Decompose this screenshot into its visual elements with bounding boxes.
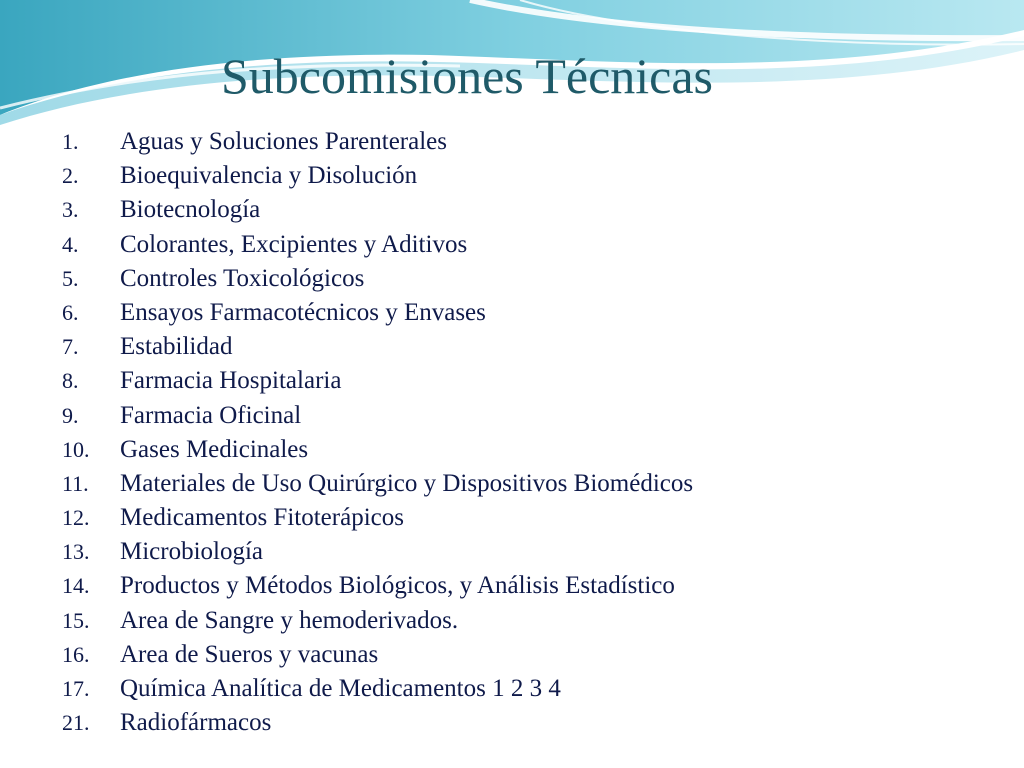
list-item-label: Materiales de Uso Quirúrgico y Dispositivos Biomédicos: [120, 469, 694, 497]
list-item-label: Colorantes, Excipientes y Aditivos: [120, 230, 468, 258]
list-item-label: Medicamentos Fitoterápicos: [120, 504, 404, 532]
list-item: [62, 364, 693, 398]
list-item-number: 10.: [62, 436, 90, 462]
list-item-number: 4.: [62, 231, 79, 257]
list-item-number: 12.: [62, 505, 90, 531]
list-item-number: 6.: [62, 299, 79, 325]
list-item: [62, 501, 693, 535]
list-item: [62, 330, 693, 364]
list-item-label: Aguas y Soluciones Parenterales: [120, 128, 448, 155]
slide-title: Subcomisiones Técnicas: [220, 48, 714, 104]
list-item: [62, 262, 693, 296]
subcommission-list: [62, 125, 693, 740]
list-item-number: 9.: [62, 402, 79, 428]
list-item-number: 13.: [62, 539, 90, 565]
list-item-number: 7.: [62, 334, 79, 360]
list-item: [62, 399, 693, 433]
list-item: [62, 604, 693, 638]
list-item-label: Biotecnología: [120, 196, 261, 224]
list-item: [62, 193, 693, 227]
list-item-number: 14.: [62, 573, 90, 599]
list-item-label: Gases Medicinales: [120, 435, 309, 463]
list-item: [62, 672, 693, 706]
list-item: [62, 296, 693, 330]
list-item-number: 15.: [62, 607, 90, 633]
list-item: [62, 535, 693, 569]
list-item: [62, 159, 693, 193]
list-item: [62, 638, 693, 672]
list-item-number: 11.: [62, 470, 89, 496]
list-item: [62, 125, 693, 159]
list-item: [62, 569, 693, 603]
list-item-label: Productos y Métodos Biológicos, y Análisis Estadístico: [120, 572, 675, 600]
list-item: [62, 467, 693, 501]
list-item-label: Farmacia Hospitalaria: [120, 367, 342, 395]
list-item-number: 2.: [62, 163, 79, 189]
list-item-label: Farmacia Oficinal: [120, 401, 302, 429]
list-item-label: Radiofármacos: [120, 709, 272, 737]
list-item-label: Bioequivalencia y Disolución: [120, 162, 418, 190]
list-item-label: Controles Toxicológicos: [120, 264, 365, 292]
list-item: [62, 228, 693, 262]
list-item-number: 3.: [62, 197, 79, 223]
list-item-number: 8.: [62, 368, 79, 394]
list-item-number: 16.: [62, 641, 90, 667]
list-item-label: Area de Sangre y hemoderivados.: [120, 606, 459, 634]
list-item-label: Microbiología: [120, 538, 264, 566]
list-item-label: Estabilidad: [120, 333, 233, 361]
list-item-number: 1.: [62, 129, 79, 154]
list-item: [62, 433, 693, 467]
list-item: [62, 706, 693, 740]
list-item-label: Química Analítica de Medicamentos 1 2 3 4: [120, 675, 561, 702]
list-item-number: 17.: [62, 676, 90, 701]
list-item-label: Area de Sueros y vacunas: [120, 640, 379, 668]
list-item-label: Ensayos Farmacotécnicos y Envases: [120, 298, 486, 326]
list-item-number: 21.: [62, 710, 90, 736]
list-item-number: 5.: [62, 265, 79, 291]
